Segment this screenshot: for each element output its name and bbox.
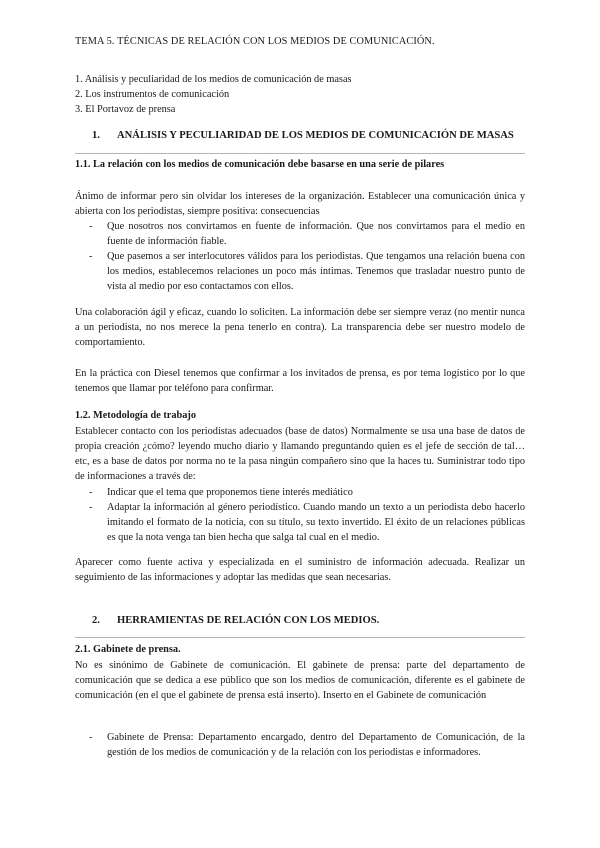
section-title: HERRAMIENTAS DE RELACIÓN CON LOS MEDIOS. (117, 615, 380, 626)
section-2-heading (92, 615, 379, 626)
paragraph: Establecer contacto con los periodistas adecuados (base de datos) Normalmente se usa una base de datos de propia creación ¿cómo? leyendo mucho diario y llamando preguntando quien es el jefe de sección de tal… etc, es a base de datos por norma no te la pasa ningún compañero sino que la haces tu. Suministrar todo tipo de informaciones a través de: (75, 426, 525, 482)
subsection-2-1-heading: 2.1. Gabinete de prensa. (75, 644, 181, 655)
document-title: TEMA 5. TÉCNICAS DE RELACIÓN CON LOS MEDIOS DE COMUNICACIÓN. (75, 36, 435, 47)
paragraph: En la práctica con Diesel tenemos que confirmar a los invitados de prensa, es por tema logístico por lo que tenemos que llamar por teléfono para confirmar. (75, 368, 525, 394)
paragraph: Aparecer como fuente activa y especializada en el suministro de información adecuada. Realizar un seguimiento de las informaciones y adoptar las medidas que sean necesarias. (75, 557, 525, 583)
toc-item: 1. Análisis y peculiaridad de los medios de comunicación de masas (75, 74, 352, 85)
section-number: 2. (92, 615, 100, 626)
table-of-contents (75, 72, 352, 117)
dash-list (75, 219, 525, 294)
list-item: - Indicar que el tema que proponemos tiene interés mediático (89, 487, 353, 498)
list-item: - Que pasemos a ser interlocutores válidos para los periodistas. Que tengamos una relación buena con los medios, establecemos relaciones un poco más íntimas. Tenemos que trasladar nuestro punto de vista al medio por eso contactamos con ellos. (89, 251, 525, 292)
toc-item: 3. El Portavoz de prensa (75, 104, 176, 115)
list-item: - Gabinete de Prensa: Departamento encargado, dentro del Departamento de Comunicación, de la gestión de los medios de comunicación y de la relación con los periodistas e informadores. (89, 732, 525, 758)
paragraph: Ánimo de informar pero sin olvidar los intereses de la organización. Establecer una comunicación única y abierta con los periodistas, siempre positiva: consecuencias (75, 191, 525, 217)
paragraph: Una colaboración ágil y eficaz, cuando lo soliciten. La información debe ser siempre veraz (no mentir nunca a un periodista, no nos merece la pena tenerlo en contra). La transparencia debe ser nuestro modelo de comportamiento. (75, 307, 525, 348)
subsection-1-2-heading: 1.2. Metodología de trabajo (75, 410, 196, 421)
list-item: - Adaptar la información al género periodístico. Cuando mando un texto a un periodista debo hacerlo imitando el formato de la noticia, con su título, su texto invertido. El éxito de un relaciones públicas es que la nota venga tan bien hecha que salga tal cual en el medio. (89, 502, 525, 543)
section-divider (75, 637, 525, 638)
section-1-heading (92, 130, 514, 141)
section-title: ANÁLISIS Y PECULIARIDAD DE LOS MEDIOS DE COMUNICACIÓN DE MASAS (117, 130, 514, 141)
section-divider (75, 153, 525, 154)
list-item: - Que nosotros nos convirtamos en fuente de información. Que nos convirtamos para el medio en fuente de información fiable. (89, 221, 525, 247)
dash-list (75, 485, 525, 545)
toc-item: 2. Los instrumentos de comunicación (75, 89, 230, 100)
subsection-1-1-heading: 1.1. La relación con los medios de comunicación debe basarse en una serie de pilares (75, 159, 445, 170)
dash-list (75, 730, 525, 760)
paragraph: No es sinónimo de Gabinete de comunicación. El gabinete de prensa: parte del departamento de comunicación que se dedica a ese público que son los medios de comunicación, diferente es el gabinete de comunicación (en el que el gabinete de prensa está inserto). Inserto en el Gabinete de comunicación (75, 660, 525, 701)
section-number: 1. (92, 130, 100, 141)
